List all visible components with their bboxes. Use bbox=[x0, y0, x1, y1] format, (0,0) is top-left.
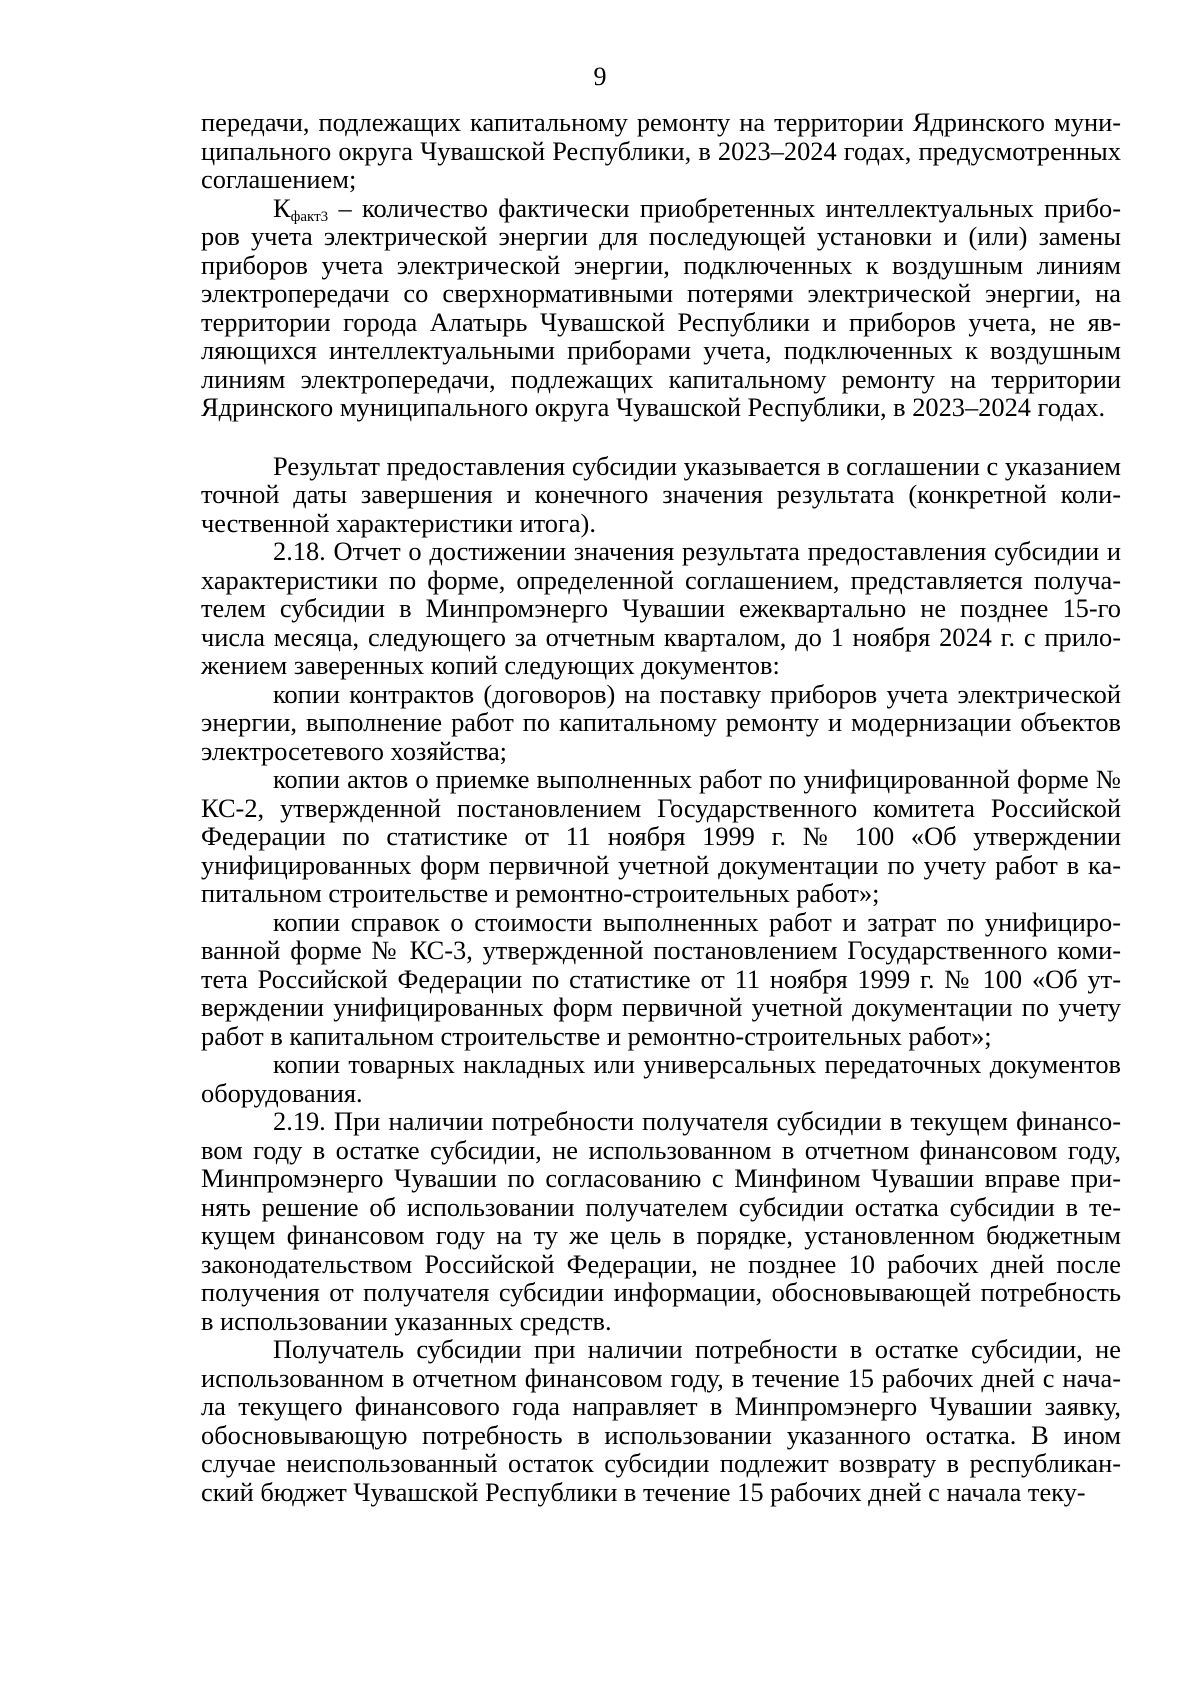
formula-subscript: факт3 bbox=[290, 208, 329, 225]
paragraph-definition-k-fact3 bbox=[201, 194, 1121, 422]
paragraph-recipient-remainder: Получатель субсидии при наличии потребности в остатке субсидии, не использованном в отчетном финансовом году, в течение 15 рабочих дней с начала текущего финансового года направляет в Минпромэнерго Чувашии заявку, обосновывающую потребность в использовании указанного остатка. В ином случае неиспользованный остаток субсидии подлежит возврату в республиканский бюджет Чувашской Республики в течение 15 рабочих дней с начала теку- bbox=[201, 1334, 1121, 1507]
formula-symbol: К bbox=[273, 192, 291, 223]
paragraph-2-18: 2.18. Отчет о достижении значения результата предоставления субсидии и характеристики по форме, определенной соглашением, представляется получателем субсидии в Минпромэнерго Чувашии ежеквартально не позднее 15-го числа месяца, следующего за отчетным кварталом, до 1 ноября 2024 г. с приложением заверенных копий следующих документов: bbox=[201, 536, 1121, 680]
paragraph-2-19: 2.19. При наличии потребности получателя субсидии в текущем финансовом году в остатке субсидии, не использованном в отчетном финансовом году, Минпромэнерго Чувашии по согласованию с Минфином Чувашии вправе принять решение об использовании получателем субсидии остатка субсидии в текущем финансовом году на ту же цель в порядке, установленном бюджетным законодательством Российской Федерации, не позднее 10 рабочих дней после получения от получателя субсидии информации, обосновывающей потребность в использовании указанных средств. bbox=[201, 1106, 1121, 1336]
definition-text: – количество фактически приобретенных интеллектуальных приборов учета электрической энергии для последующей установки и (или) замены приборов учета электрической энергии, подключенных к воздушным линиям электропередачи со сверхнормативными потерями электрической энергии, на территории города Алатырь Чувашской Республики и приборов учета, не являющихся интеллектуальными приборами учета, подключенных к воздушным линиям электропередачи, подлежащих капитальному ремонту на территории Ядринского муниципального округа Чувашской Республики, в 2023–2024 годах. bbox=[201, 192, 1121, 422]
list-item-ks3: копии справок о стоимости выполненных работ и затрат по унифицированной форме № КС-3, утвержденной постановлением Государственного комитета Российской Федерации по статистике от 11 ноября 1999 г. № 100 «Об утверждении унифицированных форм первичной учетной документации по учету работ в капитальном строительстве и ремонтно-строительных работ»; bbox=[201, 906, 1121, 1051]
list-item-invoices: копии товарных накладных или универсальных передаточных документов оборудования. bbox=[201, 1049, 1121, 1108]
document-body bbox=[201, 108, 1121, 1506]
paragraph-continuation: передачи, подлежащих капитальному ремонту на территории Ядринского муниципального округа Чувашской Республики, в 2023–2024 годах, предусмотренных соглашением; bbox=[201, 107, 1121, 194]
list-item-ks2: копии актов о приемке выполненных работ по унифицированной форме № КС-2, утвержденной постановлением Государственного комитета Российской Федерации по статистике от 11 ноября 1999 г. № 100 «Об утверждении унифицированных форм первичной учетной документации по учету работ в капитальном строительстве и ремонтно-строительных работ»; bbox=[201, 764, 1121, 908]
paragraph-result: Результат предоставления субсидии указывается в соглашении с указанием точной даты завершения и конечного значения результата (конкретной количественной характеристики итога). bbox=[201, 450, 1121, 538]
list-item-contracts: копии контрактов (договоров) на поставку приборов учета электрической энергии, выполнение работ по капитальному ремонту и модернизации объектов электросетевого хозяйства; bbox=[201, 678, 1121, 766]
page-number: 9 bbox=[593, 62, 607, 91]
